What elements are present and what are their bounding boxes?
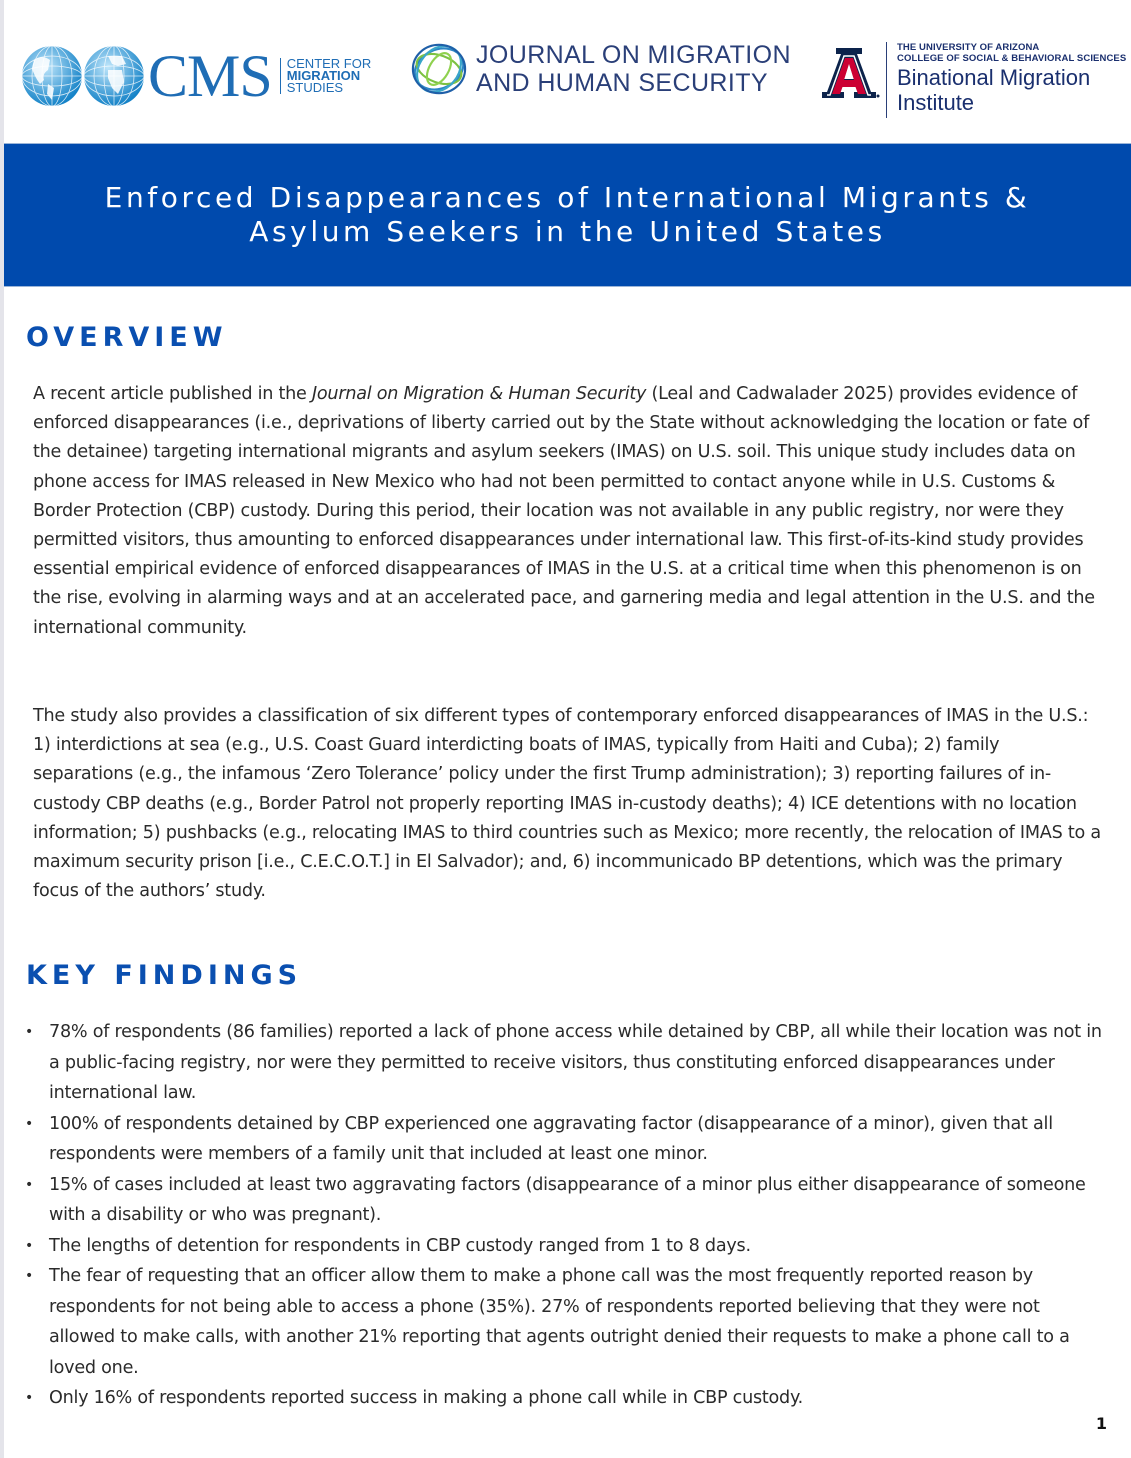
cms-sub-line: MIGRATION [286,68,361,83]
bullet-icon: • [25,1237,34,1254]
list-item [22,1231,1102,1262]
bullet-icon: • [25,1115,34,1132]
journal-name [476,41,791,97]
finding-text: Only 16% of respondents reported success in making a phone call while in CBP custody. [49,1388,803,1408]
logo-header [0,0,1131,143]
document-title [105,181,1031,249]
finding-text: 100% of respondents detained by CBP experienced one aggravating factor (disappearance of a minor), given that all respondents were members of a family unit that included at least one minor. [49,1113,1053,1164]
bullet-icon: • [25,1176,34,1193]
block-a-icon [818,46,880,100]
journal-logo [410,40,791,98]
bullet-icon: • [25,1268,34,1284]
institute-name-line: Binational Migration [897,65,1091,90]
university-logo [818,42,1126,118]
paragraph-text: (Leal and Cadwalader 2025) provides evidence of enforced disappearances (i.e., deprivations of liberty carried out by the State without acknowledging the location or fate of the detainee) targeting international migrants and asylum seekers (IMAS) on U.S. soil. This unique study includes data on phone access for IMAS released in New Mexico who had not been permitted to contact anyone while in U.S. Customs & Border Protection (CBP) custody. During this period, their location was not available in any public registry, nor were they permitted visitors, thus amounting to enforced disappearances under international law. This first-of-its-kind study provides essential empirical evidence of enforced disappearances of IMAS in the U.S. at a critical time when this phenomenon is on the rise, evolving in alarming ways and at an accelerated pace, and garnering media and legal attention in the U.S. and the international community. [33,384,1095,638]
title-banner [4,143,1131,287]
journal-name-line: AND HUMAN SECURITY [476,69,768,97]
page-number: 1 [1095,1414,1107,1433]
key-findings-list [22,1017,1102,1414]
list-item [22,1109,1102,1170]
list-item [22,1383,1102,1414]
list-item [22,1261,1102,1383]
globe-icon [82,44,146,108]
overview-heading: OVERVIEW [26,322,228,353]
paragraph-text: A recent article published in the [33,384,312,404]
journal-name-line: JOURNAL ON MIGRATION [476,41,791,69]
university-text [897,42,1126,114]
title-line: Asylum Seekers in the United States [249,215,886,248]
cms-acronym: CMS [148,43,272,109]
globe-icon [20,44,84,108]
finding-text: 15% of cases included at least two aggravating factors (disappearance of a minor plus either disappearance of someone with a disability or who was pregnant). [49,1174,1086,1225]
finding-text: The fear of requesting that an officer allow them to make a phone call was the most frequently reported reason by respondents for not being able to access a phone (35%). 27% of respondents reported believing that they were not allowed to make calls, with another 21% reporting that agents outright denied their requests to make a phone call to a loved one. [49,1266,1070,1378]
list-item [22,1017,1102,1109]
logo-divider [886,42,887,118]
cms-logo [20,42,371,110]
cms-sub-line: CENTER FOR [286,56,372,71]
finding-text: 78% of respondents (86 families) reported a lack of phone access while detained by CBP, all while their location was not in a public-facing registry, nor were they permitted to receive visitors, thus constituting enforced disappearances under international law. [49,1022,1102,1103]
swirl-globe-icon [410,40,468,98]
finding-text: The lengths of detention for respondents in CBP custody ranged from 1 to 8 days. [49,1235,751,1256]
overview-paragraph-1 [33,380,1103,643]
key-findings-heading: KEY FINDINGS [26,960,303,991]
university-name: THE UNIVERSITY OF ARIZONA [897,42,1040,53]
institute-name-line: Institute [897,90,975,115]
bullet-icon: • [25,1024,34,1040]
cms-subtitle [280,58,372,94]
title-line: Enforced Disappearances of International Migrants & [104,181,1031,214]
list-item [22,1170,1102,1231]
overview-paragraph-2: The study also provides a classification of six different types of contemporary enforced disappearances of IMAS in the U.S.: 1) interdictions at sea (e.g., U.S. Coast Guard interdicting boats of IMAS, typically from Haiti and Cuba); 2) family separations (e.g., the infamous ‘Zero Tolerance’ policy under the first Trump administration); 3) reporting failures of in-custody CBP deaths (e.g., Border Patrol not properly reporting IMAS in-custody deaths); 4) ICE detentions with no location information; 5) pushbacks (e.g., relocating IMAS to third countries such as Mexico; more recently, the relocation of IMAS to a maximum security prison [i.e., C.E.C.O.T.] in El Salvador); and, 6) incommunicado BP detentions, which was the primary focus of the authors’ study. [33,706,1101,902]
bullet-icon: • [25,1390,34,1406]
journal-title-italic: Journal on Migration & Human Security [311,384,647,404]
college-name: COLLEGE OF SOCIAL & BEHAVIORAL SCIENCES [897,53,1127,64]
cms-sub-line: STUDIES [286,80,344,95]
